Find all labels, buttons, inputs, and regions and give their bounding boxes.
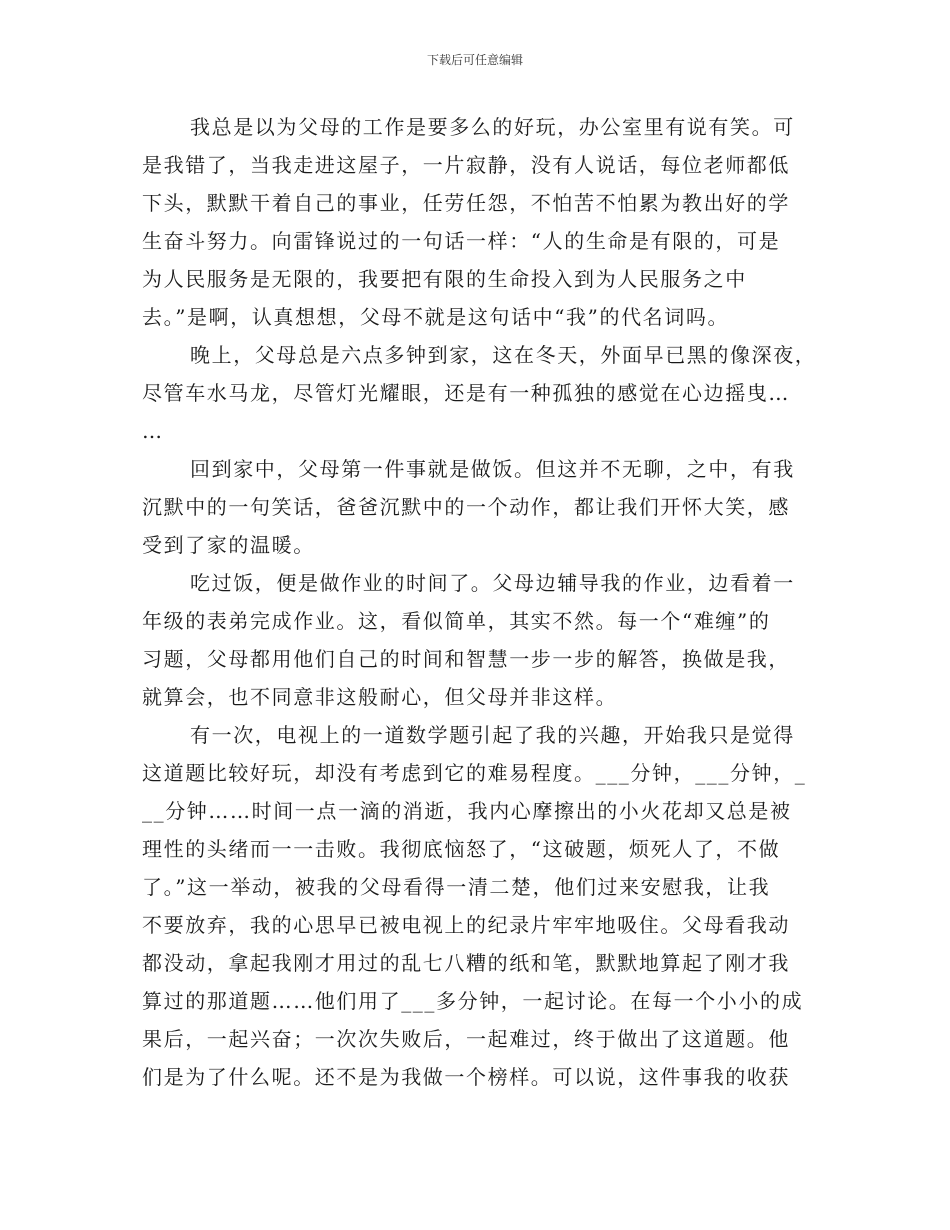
- text-line: …: [142, 419, 164, 443]
- text-line: 有一次，电视上的一道数学题引起了我的兴趣，开始我只是觉得: [190, 723, 795, 747]
- text-line: 就算会，也不同意非这般耐心，但父母并非这样。: [142, 685, 618, 709]
- text-line: 算过的那道题……他们用了___多分钟，一起讨论。在每一个小小的成: [142, 989, 804, 1013]
- text-line: 这道题比较好玩，却没有考虑到它的难易程度。___分钟，___分钟，_: [142, 761, 807, 785]
- page-header: 下载后可任意编辑: [426, 53, 523, 67]
- text-line: 晚上，父母总是六点多钟到家，这在冬天，外面早已黑的像深夜，: [190, 343, 817, 367]
- text-line: 是我错了，当我走进这屋子，一片寂静，没有人说话，每位老师都低: [142, 153, 790, 177]
- text-line: 吃过饭，便是做作业的时间了。父母边辅导我的作业，边看着一: [190, 571, 795, 595]
- text-line: 为人民服务是无限的，我要把有限的生命投入到为人民服务之中: [142, 267, 747, 291]
- text-line: 年级的表弟完成作业。这，看似简单，其实不然。每一个“难缠”的: [142, 609, 771, 633]
- text-line: 习题，父母都用他们自己的时间和智慧一步一步的解答，换做是我，: [142, 647, 790, 671]
- text-line: 理性的头绪而一一击败。我彻底恼怒了，“这破题，烦死人了，不做: [142, 837, 781, 861]
- text-line: 去。”是啊，认真想想，父母不就是这句话中“我”的代名词吗。: [142, 305, 730, 329]
- document-body: [142, 108, 817, 1096]
- text-line: __分钟……时间一点一滴的消逝，我内心摩擦出的小火花却又总是被: [142, 799, 792, 823]
- text-line: 我总是以为父母的工作是要多么的好玩，办公室里有说有笑。可: [190, 115, 795, 139]
- text-line: 果后，一起兴奋；一次次失败后，一起难过，终于做出了这道题。他: [142, 1027, 790, 1051]
- text-line: 沉默中的一句笑话，爸爸沉默中的一个动作，都让我们开怀大笑，感: [142, 495, 790, 519]
- text-line: 回到家中，父母第一件事就是做饭。但这并不无聊，之中，有我: [190, 457, 795, 481]
- text-line: 不要放弃，我的心思早已被电视上的纪录片牢牢地吸住。父母看我动: [142, 913, 790, 937]
- text-line: 尽管车水马龙，尽管灯光耀眼，还是有一种孤独的感觉在心边摇曳…: [142, 381, 790, 405]
- text-line: 了。”这一举动，被我的父母看得一清二楚，他们过来安慰我，让我: [142, 875, 771, 899]
- text-line: 下头，默默干着自己的事业，任劳任怨，不怕苦不怕累为教出好的学: [142, 191, 790, 215]
- text-line: 生奋斗努力。向雷锋说过的一句话一样：“人的生命是有限的，可是: [142, 229, 781, 253]
- text-line: 们是为了什么呢。还不是为我做一个榜样。可以说，这件事我的收获: [142, 1065, 790, 1089]
- text-line: 都没动，拿起我刚才用过的乱七八糟的纸和笔，默默地算起了刚才我: [142, 951, 790, 975]
- text-line: 受到了家的温暖。: [142, 533, 315, 557]
